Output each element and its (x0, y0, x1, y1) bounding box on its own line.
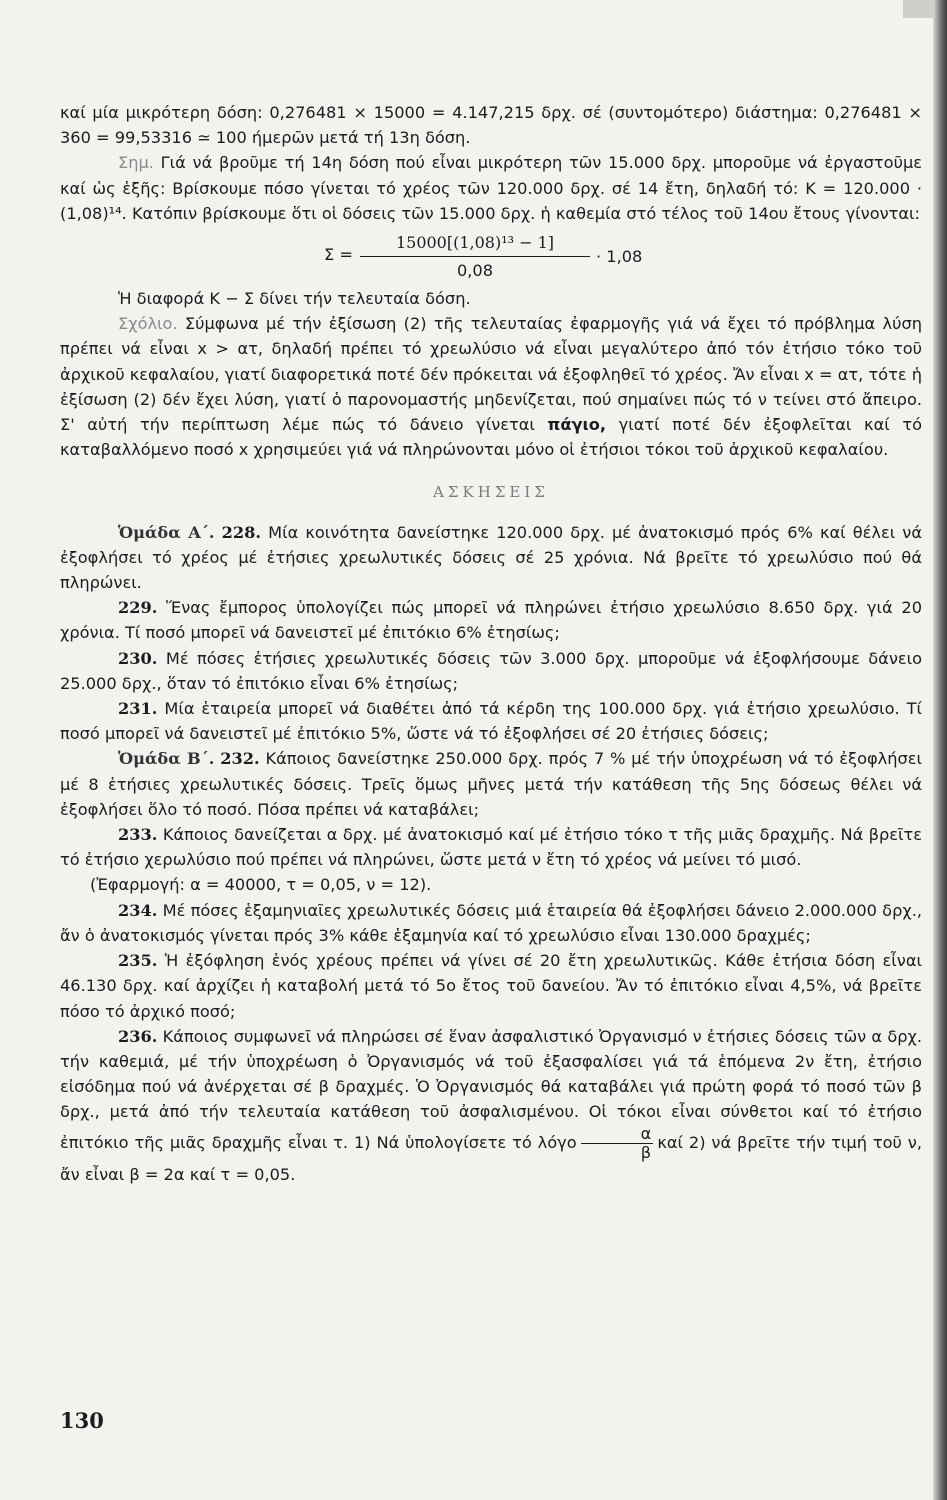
exercise-text: Μία κοινότητα δανείστηκε 120.000 δρχ. μέ ἀνατοκισμό πρός 6% καί θέλει νά ἐξοφλήσει τό χρέος μέ ἐτήσιες χρεωλυτικές δόσεις σέ 25 χρόνια. Νά βρεῖτε τό χρεωλύσιο πού θά πληρώνει. (60, 522, 922, 593)
exercises-heading: ΑΣΚΗΣΕΙΣ (433, 483, 549, 502)
exercise-number: 232. (220, 749, 260, 769)
exercise-number: 231. (118, 699, 158, 719)
note-label: Σημ. (118, 153, 154, 173)
comment-label: Σχόλιο. (118, 314, 178, 334)
exercise-number: 228. (221, 522, 262, 542)
ratio-denominator: β (640, 1142, 652, 1162)
exercise-number: 235. (118, 951, 158, 971)
exercise-233-application: (Ἐφαρμογή: α = 40000, τ = 0,05, ν = 12). (90, 875, 432, 895)
exercise-234 (60, 898, 922, 948)
formula-lhs: Σ = (324, 245, 353, 265)
body-text (60, 100, 922, 1187)
intro-paragraph: καί μία μικρότερη δόση: 0,276481 × 15000 = 4.147,215 δρχ. σέ (συντομότερο) διάστημα: 0,276481 × 360 = 99,53316 ≃ 100 ήμερῶν μετά τή 13η δόση. (60, 103, 922, 148)
exercise-233 (60, 822, 922, 872)
exercise-232 (60, 746, 922, 822)
exercise-text: Κάποιος δανείζεται α δρχ. μέ ἀνατοκισμό καί μέ ἐτήσιο τόκο τ τῆς μιᾶς δραχμῆς. Νά βρεῖτε τό ἐτήσιο χερωλύσιο πού πρέπει νά πληρώνει, ὥστε μετά ν ἔτη τό χρέος νά μείνει τό μισό. (60, 825, 922, 870)
difference-line: Ἡ διαφορά Κ − Σ δίνει τήν τελευταία δόση. (118, 289, 471, 309)
exercise-number: 229. (118, 598, 158, 618)
sum-formula (60, 230, 922, 280)
comment-text-2: γιατί ποτέ δέν ἐξοφλεῖται καί τό καταβαλλόμενο ποσό x χρησιμεύει γιά νά πληρώνονται μόνο οἱ ἐτήσιοι τόκοι τοῦ ἀρχικοῦ κεφαλαίου. (60, 415, 922, 460)
note-paragraph (60, 150, 922, 226)
formula-numerator: 15000[(1,08)¹³ − 1] (360, 230, 590, 257)
exercise-number: 230. (118, 648, 158, 668)
formula-multiplier: · 1,08 (596, 247, 643, 267)
exercise-number: 233. (118, 825, 158, 845)
group-b-label: Ὁμάδα Β΄. (118, 749, 215, 769)
exercise-text: Μέ πόσες ἐτήσιες χρεωλυτικές δόσεις τῶν 3.000 δρχ. μποροῦμε νά ἐξοφλήσουμε δάνειο 25.000 δρχ., ὅταν τό ἐπιτόκιο εἶναι 6% ἐτησίως; (60, 648, 922, 693)
exercise-229 (60, 595, 922, 645)
exercise-text: Ἕνας ἔμπορος ὑπολογίζει πώς μπορεῖ νά πληρώνει ἐτήσιο χρεωλύσιο 8.650 δρχ. γιά 20 χρόνια. Τί ποσό μπορεῖ νά δανειστεῖ μέ ἐπιτόκιο 6% ἐτησίως; (60, 598, 922, 643)
exercise-text-2: καί 2) νά βρεῖτε τήν τιμή τοῦ ν, ἄν εἶναι β = 2α καί τ = 0,05. (60, 1132, 922, 1184)
exercise-text: Κάποιος συμφωνεῖ νά πληρώσει σέ ἕναν ἀσφαλιστικό Ὀργανισμό ν ἐτήσιες δόσεις τῶν α δρχ. τήν καθεμιά, μέ τήν ὑποχρέωση ὁ Ὀργανισμός νά τοῦ ἐξασφαλίσει γιά τά ἑπόμενα 2ν ἔτη, ἐτήσιο εἰσόδημα πού νά ἀνέρχεται σέ β δραχμές. Ὁ Ὀργανισμός θά καταβάλει γιά πρώτη φορά τό ποσό τῶν β δρχ., μετά ἀπό τήν τελευταία κατάθεση τοῦ ἀσφαλισμένου. Οἱ τόκοι εἶναι σύνθετοι καί τό ἐτήσιο ἐπιτόκιο τῆς μιᾶς δραχμῆς εἶναι τ. 1) Νά ὑπολογίσετε τό λόγο (60, 1026, 922, 1152)
exercise-text: Μέ πόσες ἑξαμηνιαῖες χρεωλυτικές δόσεις μιά ἑταιρεία θά ἐξοφλήσει δάνειο 2.000.000 δρχ., ἄν ὁ ἀνατοκισμός γίνεται πρός 3% κάθε ἑξαμηνία καί τό χρεωλύσιο εἶναι 130.000 δραχμές; (60, 900, 922, 945)
group-a-label: Ὁμάδα Α΄. (118, 522, 215, 542)
page-edge (933, 0, 947, 1500)
exercise-text: Ἡ ἐξόφληση ἑνός χρέους πρέπει νά γίνει σέ 20 ἔτη χρεωλυτικῶς. Κάθε ἐτήσια δόση εἶναι 46.130 δρχ. καί ἀρχίζει ἡ καταβολή μετά τό 5ο ἔτος τοῦ δανείου. Ἄν τό ἐπιτόκιο εἶναι 4,5%, νά βρεῖτε πόσο τό ἀρχικό ποσό; (60, 951, 922, 1021)
exercise-228 (60, 520, 922, 596)
ratio-numerator: α (581, 1125, 654, 1144)
exercise-text: Μία ἑταιρεία μπορεῖ νά διαθέτει ἀπό τά κέρδη της 100.000 δρχ. γιά ἐτήσιο χρεωλύσιο. Τί ποσό μπορεῖ νά δανειστεῖ μέ ἐπιτόκιο 5%, ὥστε νά τό ἐξοφλήσει σέ 20 ἐτήσιες δόσεις; (60, 699, 922, 744)
comment-text: Σύμφωνα μέ τήν ἐξίσωση (2) τῆς τελευταίας ἐφαρμογῆς γιά νά ἔχει τό πρόβλημα λύση πρέπει νά εἶναι x > ατ, δηλαδή πρέπει τό χρεωλύσιο νά εἶναι μεγαλύτερο ἀπό τόν ἐτήσιο τόκο τοῦ ἀρχικοῦ κεφαλαίου, γιατί διαφορετικά ποτέ δέν πρόκειται νά ἐξοφληθεῖ τό χρέος. Ἄν εἶναι x = ατ, τότε ἡ ἐξίσωση (2) δέν ἔχει λύση, γιατί ὁ παρονομαστής μηδενίζεται, πού σημαίνει πώς τό ν τείνει στό ἄπειρο. Σ' αὐτή τήν περίπτωση λέμε πώς τό δάνειο γίνεται (60, 314, 922, 435)
exercise-number: 236. (118, 1026, 158, 1046)
ratio-fraction (581, 1125, 654, 1162)
note-text: Γιά νά βροῦμε τή 14η δόση πού εἶναι μικρότερη τῶν 15.000 δρχ. μποροῦμε νά ἐργαστοῦμε καί ὡς ἑξῆς: Βρίσκουμε πόσο γίνεται τό χρέος τῶν 120.000 δρχ. σέ 14 ἔτη, δηλαδή τό: Κ = 120.000 · (1,08)¹⁴. Κατόπιν βρίσκουμε ὅτι οἱ δόσεις τῶν 15.000 δρχ. ἡ καθεμία στό τέλος τοῦ 14ου ἔτους γίνονται: (60, 153, 922, 223)
exercise-number: 234. (118, 900, 158, 920)
page-edge-corner (903, 0, 933, 18)
exercise-230 (60, 646, 922, 696)
formula-denominator: 0,08 (456, 261, 494, 281)
comment-paragraph (60, 311, 922, 462)
exercise-235 (60, 948, 922, 1024)
formula-fraction (360, 230, 590, 283)
exercise-236 (60, 1024, 922, 1187)
comment-bold-term: πάγιο, (547, 415, 607, 435)
exercise-231 (60, 696, 922, 746)
exercise-text: Κάποιος δανείστηκε 250.000 δρχ. πρός 7 % μέ τήν ὑποχρέωση νά τό ἐξοφλήσει μέ 8 ἐτήσιες χρεωλυτικές δόσεις. Τρεῖς ὅμως μῆνες μετά τήν κατάθεση τῆς 5ης δόσεως θέλει νά ἐξοφλήσει ὅλο τό ποσό. Πόσα πρέπει νά καταβάλει; (60, 749, 922, 819)
page-number: 130 (60, 1408, 104, 1433)
